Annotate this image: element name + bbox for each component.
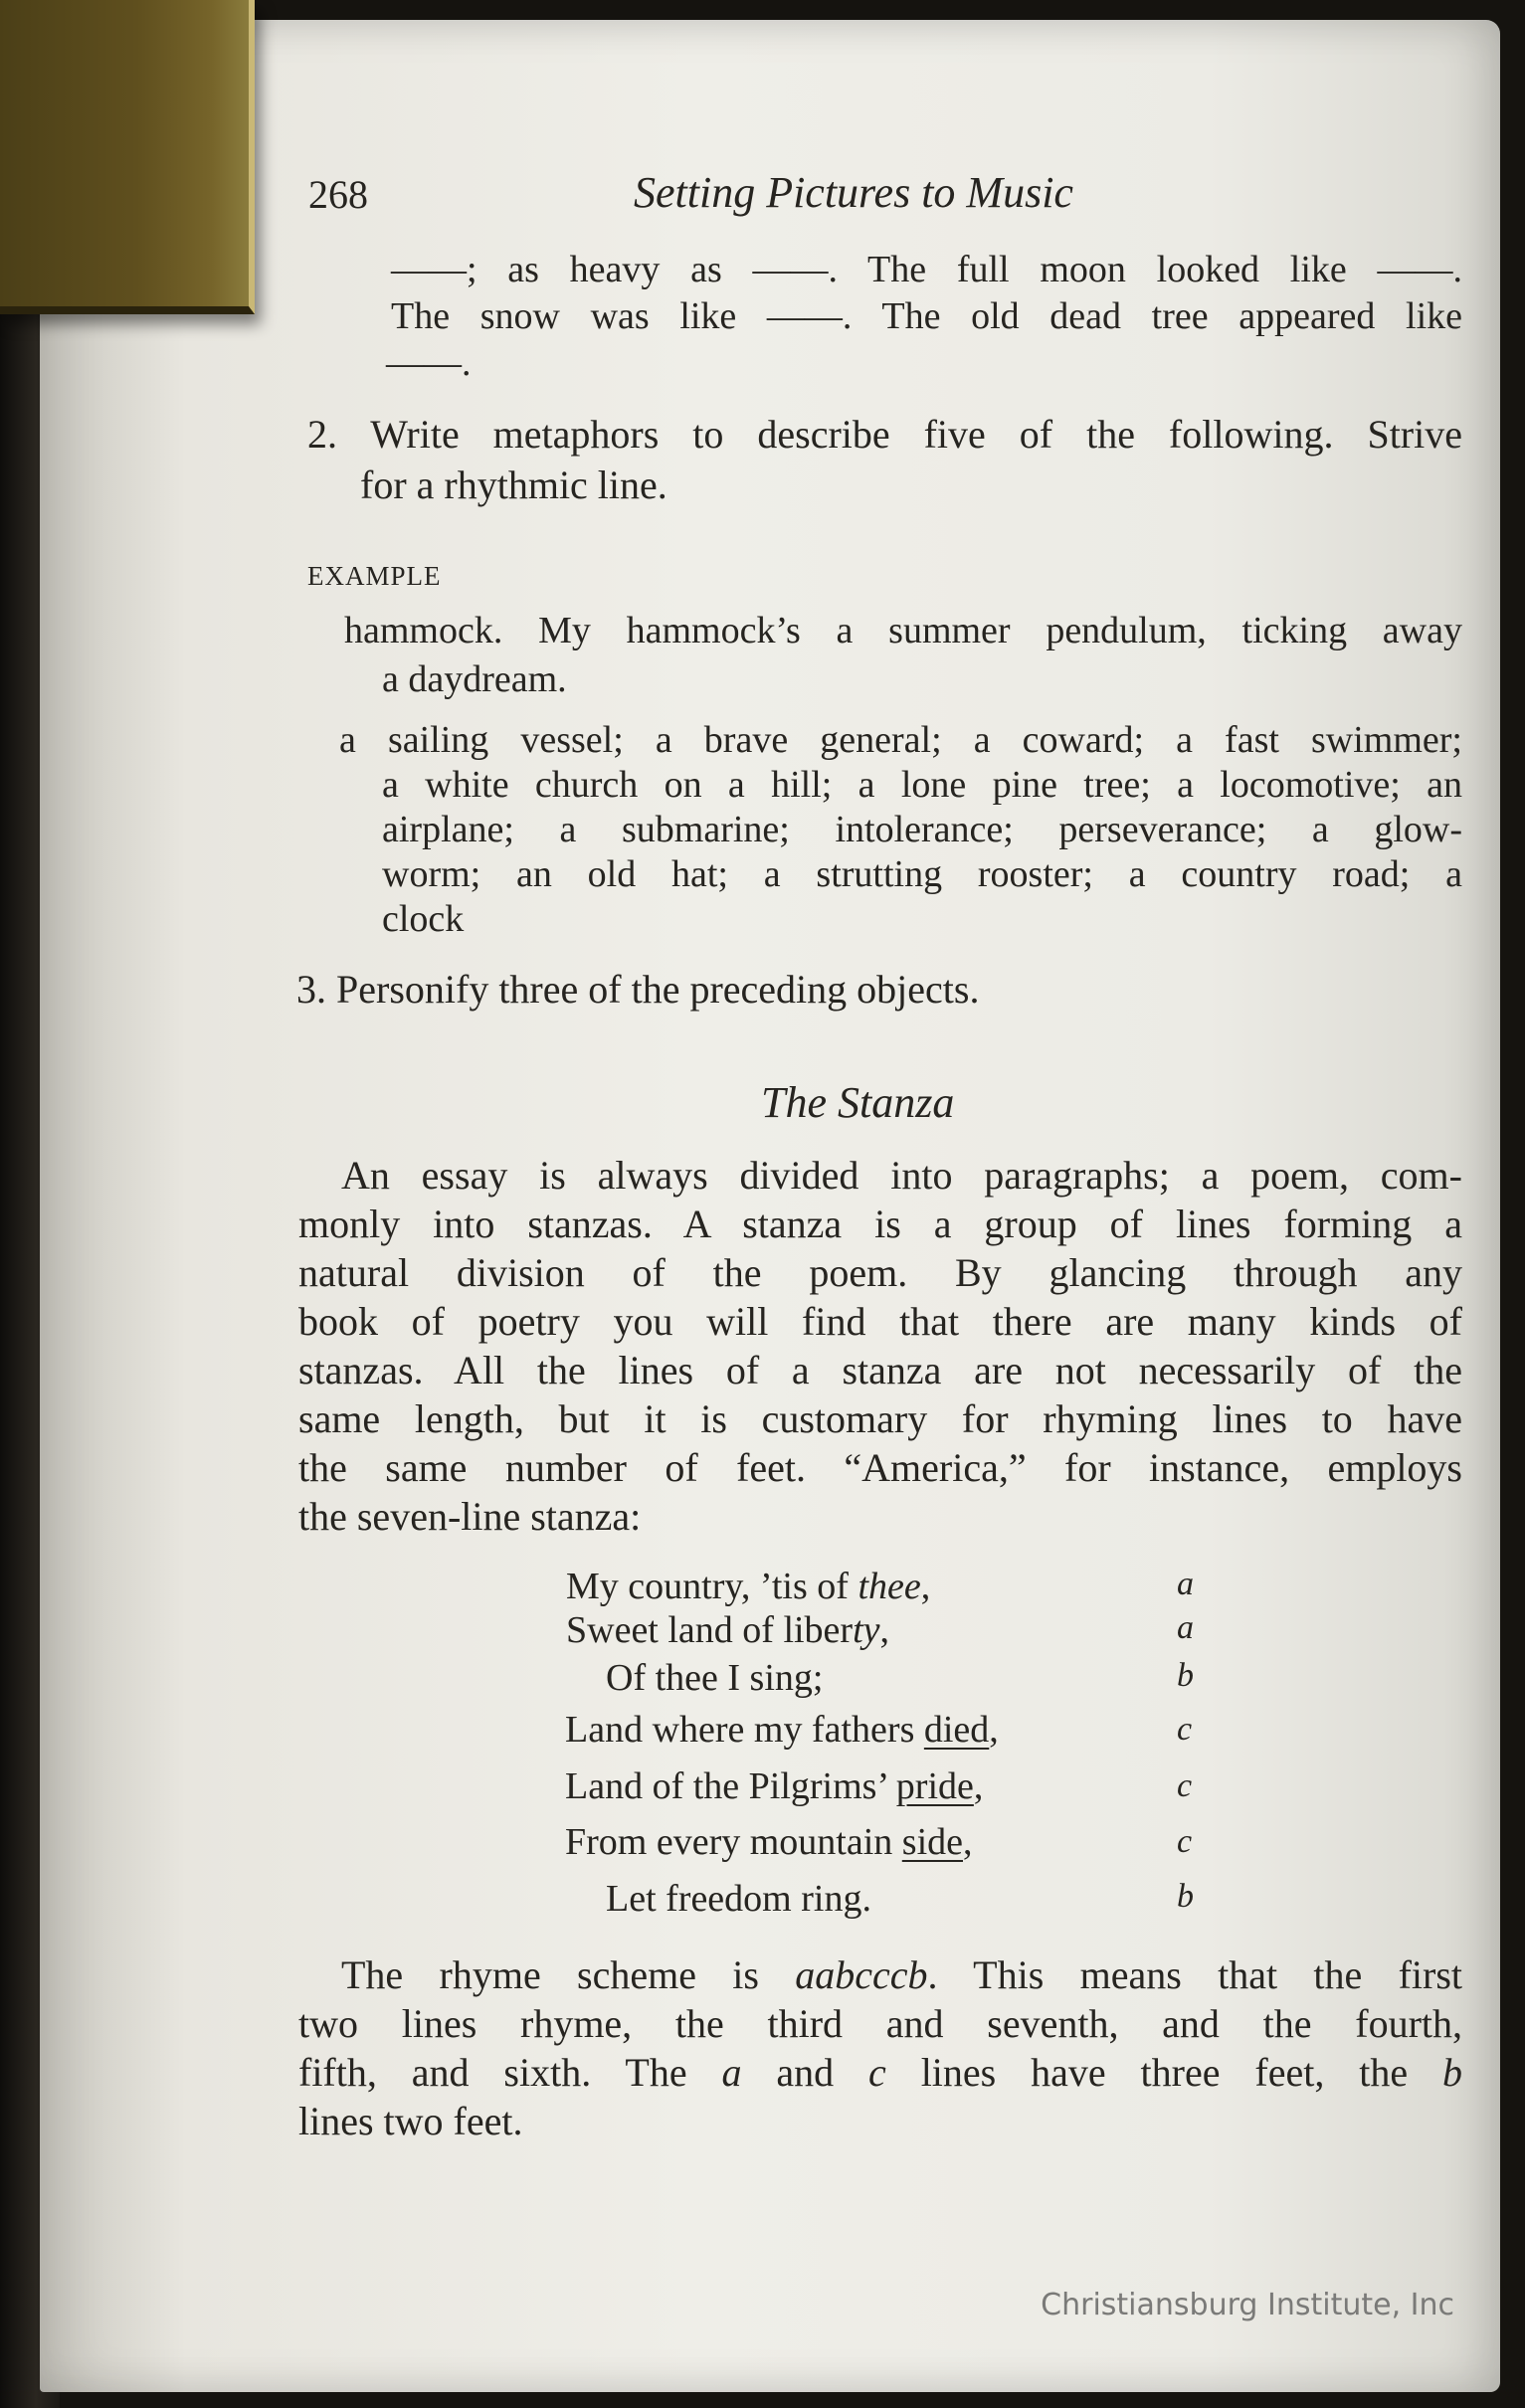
poem-line-4: Land where my fathers died, [565, 1709, 999, 1751]
poem-line-7: Let freedom ring. [606, 1878, 871, 1920]
poem-line-5: Land of the Pilgrims’ pride, [565, 1765, 984, 1807]
para-line-3: natural division of the poem. By glancing through any [298, 1250, 1462, 1295]
rhyme-letter-4: c [1177, 1711, 1193, 1748]
rhyme-letter-5: c [1177, 1767, 1193, 1804]
closing-line-2: two lines rhyme, the third and seventh, and the fourth, [298, 2001, 1462, 2046]
closing-line-4: lines two feet. [298, 2099, 523, 2143]
exercise2-line2: for a rhythmic line. [360, 463, 667, 507]
para-line-8: the seven-line stanza: [298, 1494, 642, 1539]
items-line3: airplane; a submarine; intolerance; perseverance; a glow- [382, 809, 1462, 850]
example-line2: a daydream. [382, 658, 567, 700]
rhyme-letter-3: b [1177, 1657, 1194, 1694]
items-line5: clock [382, 898, 465, 940]
poem-line-6: From every mountain side, [565, 1821, 973, 1863]
para-line-4: book of poetry you will find that there are many kinds of [298, 1299, 1462, 1344]
poem-line-2: Sweet land of liberty, [566, 1609, 890, 1651]
exercise2-line1: 2. Write metaphors to describe five of the following. Strive [307, 412, 1462, 457]
closing-line-1: The rhyme scheme is aabcccb. This means that the first [341, 1952, 1463, 1997]
closing-line-3: fifth, and sixth. The a and c lines have three feet, the b [298, 2050, 1462, 2095]
poem-line-1: My country, ’tis of thee, [566, 1566, 931, 1607]
page-number: 268 [308, 172, 368, 217]
para-line-1: An essay is always divided into paragraphs; a poem, com- [341, 1153, 1462, 1198]
section-heading: The Stanza [761, 1078, 955, 1127]
exercise1-line3: ——. [386, 342, 472, 384]
exercise1-line1: ——; as heavy as ——. The full moon looked like ——. [391, 249, 1462, 290]
example-label: EXAMPLE [307, 561, 442, 591]
example-line1: hammock. My hammock’s a summer pendulum, ticking away [344, 610, 1462, 651]
watermark-credit: Christiansburg Institute, Inc [1041, 2288, 1454, 2322]
items-line2: a white church on a hill; a lone pine tree; a locomotive; an [382, 764, 1462, 806]
para-line-5: stanzas. All the lines of a stanza are not necessarily of the [298, 1348, 1462, 1392]
exercise1-line2: The snow was like ——. The old dead tree appeared like [391, 295, 1462, 337]
exercise3-line1: 3. Personify three of the preceding objects. [296, 967, 980, 1012]
para-line-6: same length, but it is customary for rhyming lines to have [298, 1396, 1462, 1441]
rhyme-letter-2: a [1177, 1609, 1194, 1646]
page-tab [0, 0, 255, 314]
rhyme-letter-6: c [1177, 1823, 1193, 1860]
rhyme-letter-1: a [1177, 1566, 1194, 1602]
para-line-2: monly into stanzas. A stanza is a group of lines forming a [298, 1202, 1462, 1246]
running-head: Setting Pictures to Music [634, 168, 1073, 217]
rhyme-letter-7: b [1177, 1878, 1194, 1915]
poem-line-3: Of thee I sing; [606, 1657, 824, 1699]
items-line4: worm; an old hat; a strutting rooster; a country road; a [382, 853, 1462, 895]
items-line1: a sailing vessel; a brave general; a coward; a fast swimmer; [339, 719, 1462, 761]
para-line-7: the same number of feet. “America,” for instance, employs [298, 1445, 1462, 1490]
